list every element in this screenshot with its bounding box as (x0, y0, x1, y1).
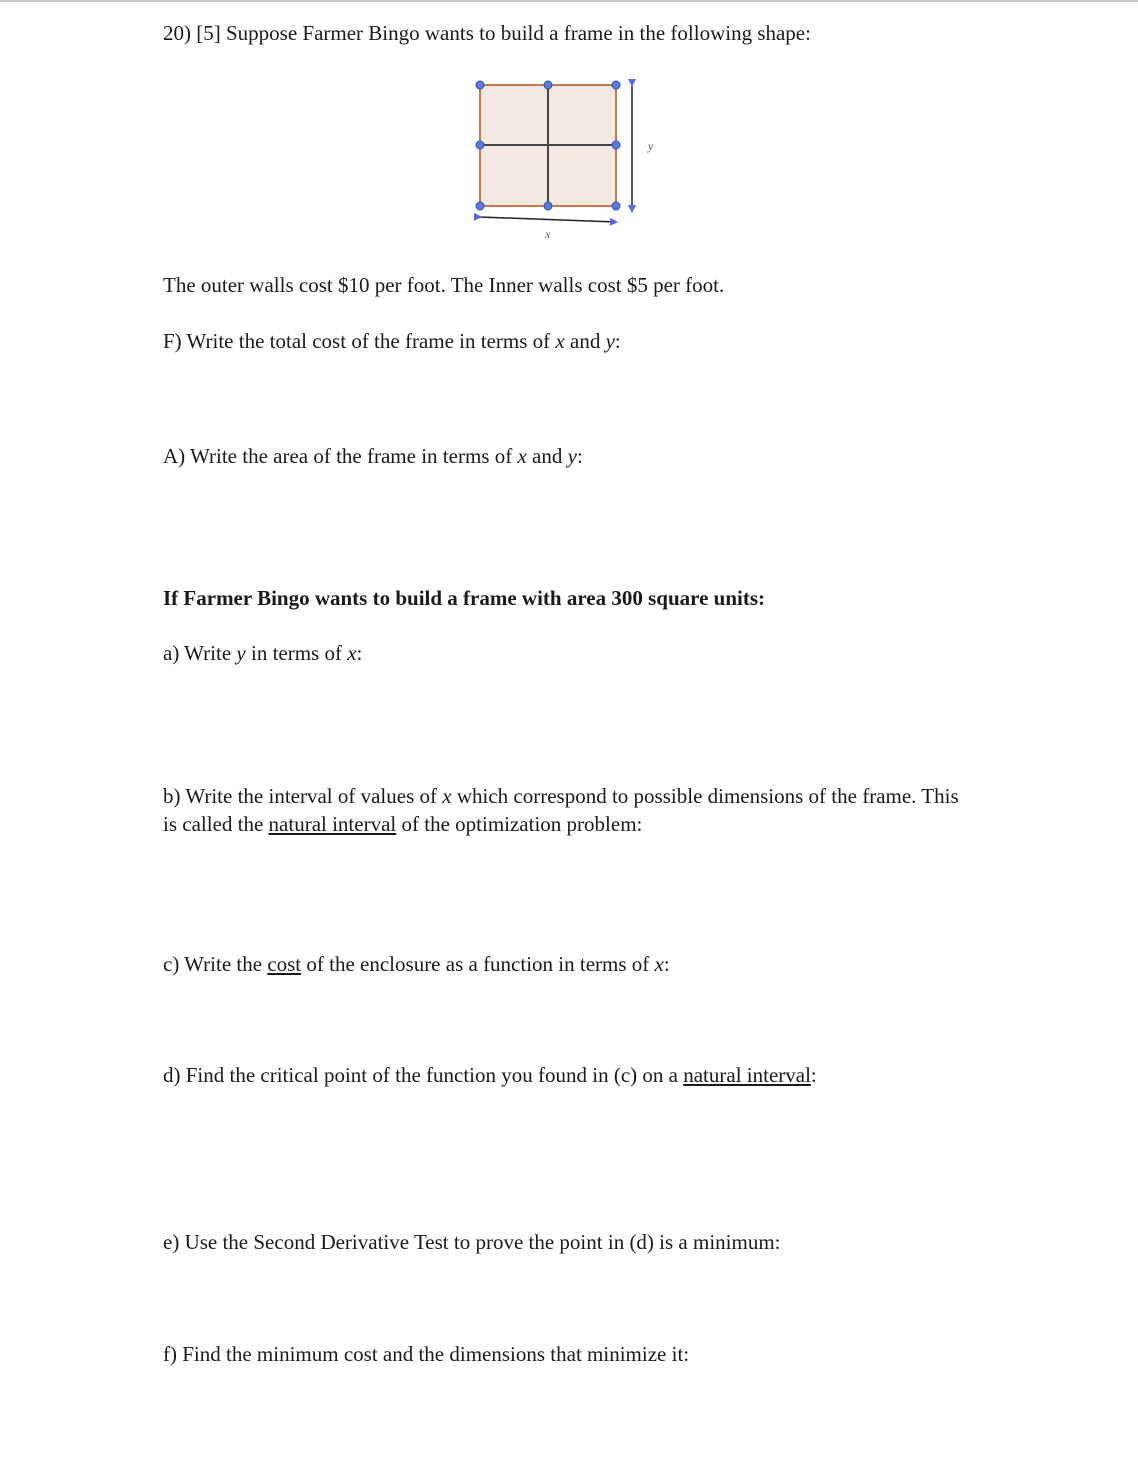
var-y: y (236, 641, 246, 665)
vertex-point (476, 202, 484, 210)
part-A-question: A) Write the area of the frame in terms of x and y: (163, 444, 583, 468)
part-c-question: c) Write the cost of the enclosure as a function in terms of x: (163, 952, 670, 976)
cost-term: cost (267, 952, 302, 976)
var-x: x (442, 784, 452, 808)
vertex-point (544, 81, 552, 89)
var-y: y (567, 444, 577, 468)
vertex-point (476, 141, 484, 149)
vertex-point (612, 81, 620, 89)
natural-interval-term: natural interval (683, 1063, 811, 1087)
y-label: y (648, 139, 654, 153)
natural-interval-term: natural interval (268, 812, 397, 836)
var-x: x (555, 329, 565, 353)
part-f-question: f) Find the minimum cost and the dimensions that minimize it: (163, 1342, 690, 1366)
part-e-question: e) Use the Second Derivative Test to prove the point in (d) is a minimum: (163, 1230, 781, 1254)
x-dimension-arrow (480, 217, 616, 222)
vertex-point (544, 202, 552, 210)
vertex-point (612, 141, 620, 149)
area-condition: If Farmer Bingo wants to build a frame with area 300 square units: (163, 586, 766, 610)
part-a-question: a) Write y in terms of x: (163, 641, 363, 665)
var-x: x (654, 952, 664, 976)
vertex-point (612, 202, 620, 210)
frame-diagram (460, 70, 680, 250)
vertex-point (476, 81, 484, 89)
part-b-question: b) Write the interval of values of x which correspond to possible dimensions of the frame. This is called the natural interval of the optimization problem: (163, 784, 959, 836)
problem-intro: 20) [5] Suppose Farmer Bingo wants to build a frame in the following shape: (163, 21, 811, 45)
x-label: x (545, 227, 551, 241)
cost-statement: The outer walls cost $10 per foot. The Inner walls cost $5 per foot. (163, 273, 725, 297)
var-x: x (517, 444, 527, 468)
var-y: y (605, 329, 615, 353)
part-F-question: F) Write the total cost of the frame in terms of x and y: (163, 329, 621, 353)
var-x: x (347, 641, 357, 665)
part-d-question: d) Find the critical point of the function you found in (c) on a natural interval: (163, 1063, 817, 1087)
top-rule (0, 0, 1138, 2)
